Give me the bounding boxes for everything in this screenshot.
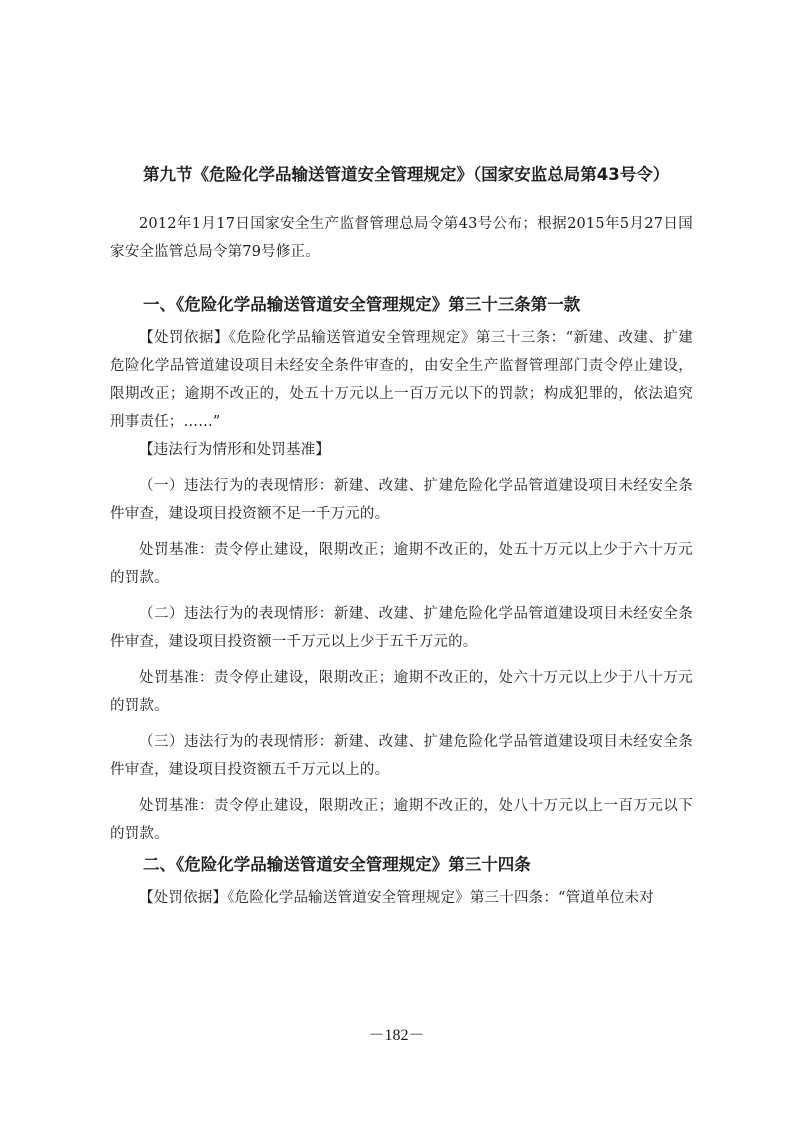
page-number: －182－ <box>368 1027 425 1044</box>
article-2-heading: 二、《危险化学品输送管道安全管理规定》第三十四条 <box>143 855 531 874</box>
article-1-basis: 【处罚依据】《危险化学品输送管道安全管理规定》第三十三条：“新建、改建、扩建危险化学品管道建设项目未经安全条件审查的，由安全生产监督管理部门责令停止建设，限期改正；逾期不改正的，处五十万元以上一百万元以下的罚款；构成犯罪的，依法追究刑事责任；……” <box>110 330 693 430</box>
case-2: （二）违法行为的表现情形：新建、改建、扩建危险化学品管道建设项目未经安全条件审查，建设项目投资额一千万元以上少于五千万元的。 <box>110 606 693 650</box>
article-2-basis: 【处罚依据】《危险化学品输送管道安全管理规定》第三十四条：“管道单位未对 <box>139 890 654 906</box>
document-body <box>110 160 693 912</box>
case-3: （三）违法行为的表现情形：新建、改建、扩建危险化学品管道建设项目未经安全条件审查，建设项目投资额五千万元以上的。 <box>110 734 693 778</box>
article-1-heading: 一、《危险化学品输送管道安全管理规定》第三十三条第一款 <box>143 295 581 314</box>
penalty-3: 处罚基准：责令停止建设，限期改正；逾期不改正的，处八十万元以上一百万元以下的罚款。 <box>110 798 693 842</box>
case-1: （一）违法行为的表现情形：新建、改建、扩建危险化学品管道建设项目未经安全条件审查，建设项目投资额不足一千万元的。 <box>110 478 693 522</box>
penalty-1: 处罚基准：责令停止建设，限期改正；逾期不改正的，处五十万元以上少于六十万元的罚款。 <box>110 542 693 586</box>
criteria-title: 【违法行为情形和处罚基准】 <box>139 442 331 458</box>
penalty-2: 处罚基准：责令停止建设，限期改正；逾期不改正的，处六十万元以上少于八十万元的罚款。 <box>110 670 693 714</box>
section-title: 第九节《危险化学品输送管道安全管理规定》（国家安监总局第43号令） <box>143 165 670 184</box>
section-intro: 2012年1月17日国家安全生产监督管理总局令第43号公布；根据2015年5月27日国家安全监管总局令第79号修正。 <box>110 216 693 260</box>
